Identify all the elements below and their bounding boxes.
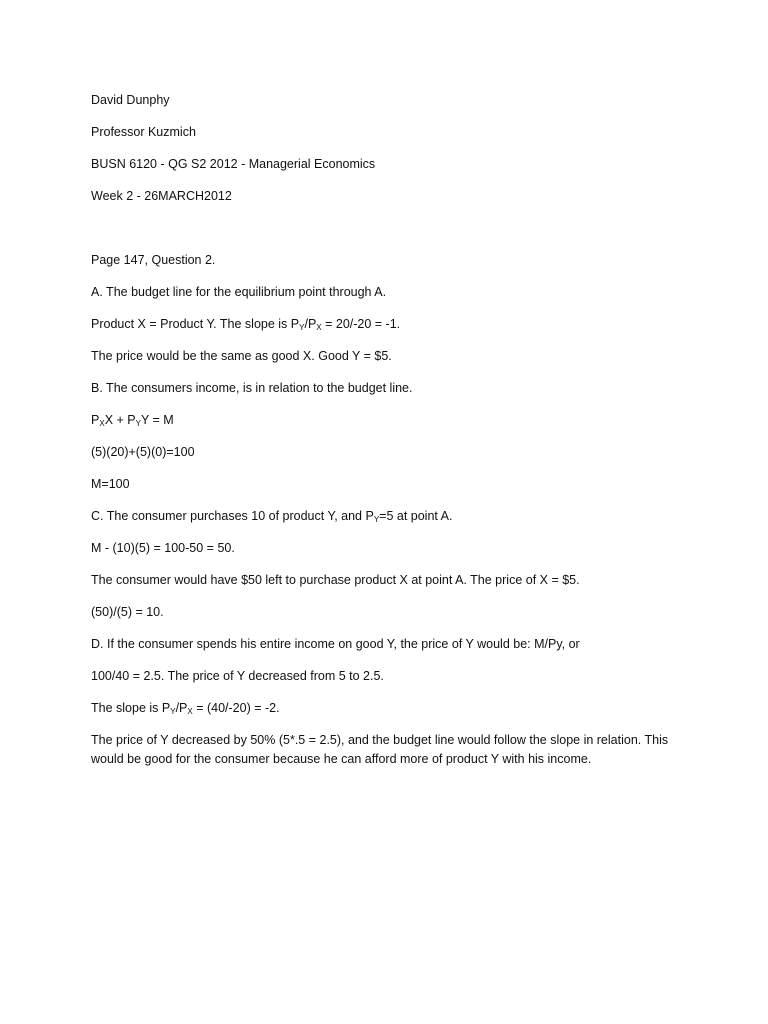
part-a-heading: A. The budget line for the equilibrium point through A.: [91, 285, 387, 299]
part-c-heading-text: C. The consumer purchases 10 of product Y, and P: [91, 509, 374, 523]
part-d-conclusion: The price of Y decreased by 50% (5*.5 = 2.5), and the budget line would follow the slope in relation. This would be good for the consumer because he can afford more of product Y with his income.: [91, 733, 669, 766]
part-d-slope-text: = (40/-20) = -2.: [192, 701, 280, 715]
part-c-heading-text: =5 at point A.: [379, 509, 453, 523]
question-reference: Page 147, Question 2.: [91, 253, 216, 267]
part-a-slope-text: /P: [304, 317, 317, 331]
part-d-slope: [91, 699, 280, 717]
part-c-remainder: The consumer would have $50 left to purchase product X at point A. The price of X = $5.: [91, 573, 580, 587]
part-b-result: M=100: [91, 477, 130, 491]
subscript-x: X: [316, 323, 322, 332]
equation-text: X + P: [104, 413, 136, 427]
part-c-result: (50)/(5) = 10.: [91, 605, 164, 619]
part-c-heading: [91, 507, 452, 525]
professor-name: Professor Kuzmich: [91, 125, 196, 139]
subscript-x: X: [187, 707, 193, 716]
part-a-slope-text: Product X = Product Y. The slope is P: [91, 317, 300, 331]
part-b-heading: B. The consumers income, is in relation to the budget line.: [91, 381, 413, 395]
part-d-slope-text: The slope is P: [91, 701, 171, 715]
equation-text: P: [91, 413, 100, 427]
budget-equation: [91, 411, 174, 429]
subscript-y: Y: [299, 323, 305, 332]
part-a-slope: [91, 315, 400, 333]
week-date: Week 2 - 26MARCH2012: [91, 189, 232, 203]
subscript-y: Y: [135, 419, 141, 428]
subscript-y: Y: [373, 515, 380, 524]
subscript-y: Y: [170, 707, 176, 716]
subscript-x: X: [99, 419, 105, 428]
part-c-calculation: M - (10)(5) = 100-50 = 50.: [91, 541, 235, 555]
part-a-price: The price would be the same as good X. Good Y = $5.: [91, 349, 392, 363]
part-b-calculation: (5)(20)+(5)(0)=100: [91, 445, 195, 459]
part-d-heading: D. If the consumer spends his entire income on good Y, the price of Y would be: M/Py, or: [91, 637, 580, 651]
part-a-slope-text: = 20/-20 = -1.: [321, 317, 401, 331]
author-name: David Dunphy: [91, 93, 170, 107]
part-d-slope-text: /P: [175, 701, 188, 715]
part-d-calculation: 100/40 = 2.5. The price of Y decreased from 5 to 2.5.: [91, 669, 384, 683]
course-title: BUSN 6120 - QG S2 2012 - Managerial Economics: [91, 157, 376, 171]
equation-text: Y = M: [140, 413, 174, 427]
